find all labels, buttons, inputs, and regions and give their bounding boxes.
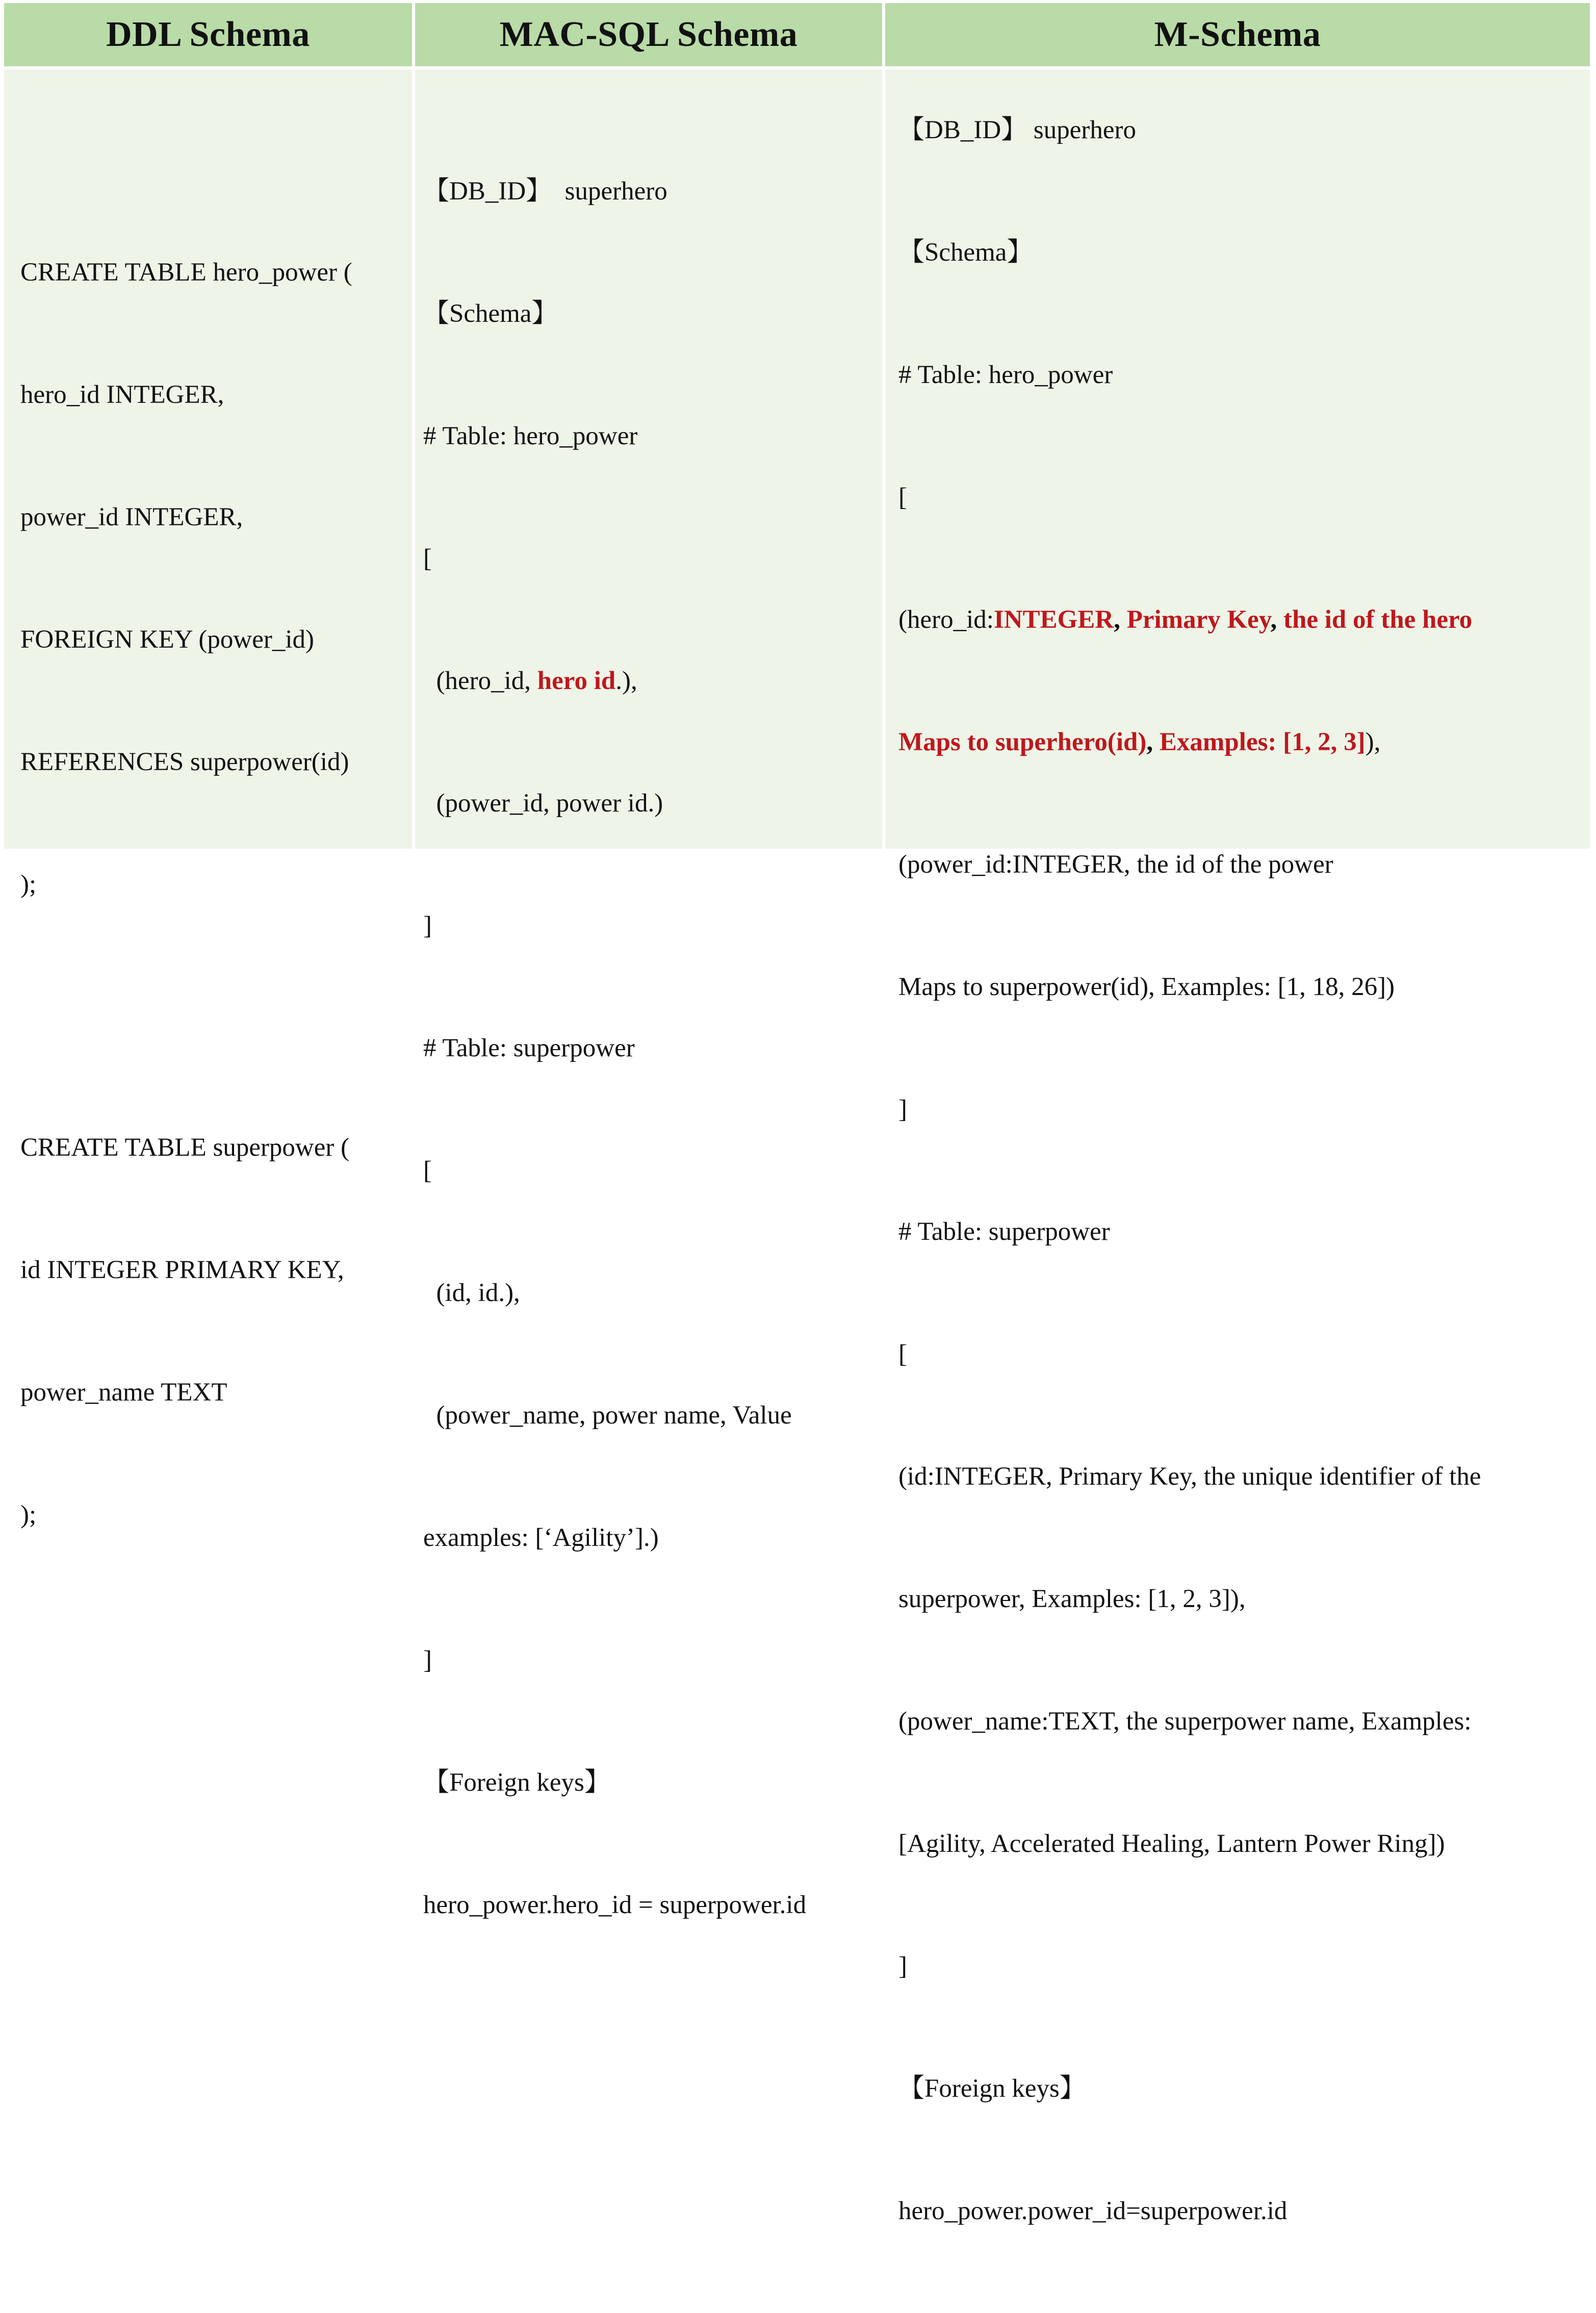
mac-bracket-close: ] xyxy=(423,911,432,940)
m-highlight-description: the id of the hero xyxy=(1283,605,1473,634)
mac-col-text: .), xyxy=(615,667,637,695)
m-bracket-open: [ xyxy=(898,483,907,512)
header-m-schema: M-Schema xyxy=(885,3,1590,66)
mac-table-hero-power: # Table: hero_power xyxy=(423,422,638,450)
m-bracket-close: ] xyxy=(898,1952,907,1980)
m-col-text: , xyxy=(1114,605,1127,634)
mac-bracket-open: [ xyxy=(423,544,432,573)
header-ddl-schema: DDL Schema xyxy=(4,3,412,66)
m-bracket-close: ] xyxy=(898,1095,907,1124)
m-column-power-id: (power_id:INTEGER, the id of the power xyxy=(898,850,1333,879)
mac-bracket-open: [ xyxy=(423,1156,432,1185)
mac-sql-schema-code xyxy=(423,89,806,2007)
m-col-text: , xyxy=(1270,605,1284,634)
ddl-line: power_id INTEGER, xyxy=(20,503,243,531)
ddl-line: power_name TEXT xyxy=(20,1378,227,1407)
m-bracket-open: [ xyxy=(898,1340,907,1368)
schema-comparison-table xyxy=(4,3,1590,2225)
mac-foreign-key: hero_power.hero_id = superpower.id xyxy=(423,1891,807,1919)
ddl-line: REFERENCES superpower(id) xyxy=(20,748,349,776)
m-table-hero-power: # Table: hero_power xyxy=(898,361,1113,389)
ddl-schema-cell xyxy=(4,69,412,1529)
mac-bracket-close: ] xyxy=(423,1646,432,1674)
ddl-line: ); xyxy=(20,1501,37,1529)
mac-column-hero-id xyxy=(423,660,806,701)
mac-column-id: (id, id.), xyxy=(423,1279,520,1307)
ddl-line: CREATE TABLE hero_power ( xyxy=(20,258,352,287)
mac-schema-label: 【Schema】 xyxy=(423,299,558,328)
mac-column-power-name-cont: examples: [‘Agility’].) xyxy=(423,1523,659,1552)
mac-highlight-hero-id: hero id xyxy=(537,667,616,695)
ddl-spacer xyxy=(20,986,352,1046)
mac-db-id-line: 【DB_ID】 superhero xyxy=(423,177,667,206)
m-highlight-examples: Examples: [1, 2, 3] xyxy=(1159,728,1366,756)
m-table-superpower: # Table: superpower xyxy=(898,1217,1110,1246)
ddl-line: ); xyxy=(20,870,37,899)
m-foreign-key: hero_power.power_id=superpower.id xyxy=(898,2197,1288,2225)
m-column-hero-id xyxy=(898,599,1481,640)
m-highlight-primary-key: Primary Key xyxy=(1126,605,1271,634)
mac-column-power-name: (power_name, power name, Value xyxy=(423,1401,792,1430)
m-column-power-name-cont: [Agility, Accelerated Healing, Lantern Power Ring]) xyxy=(898,1829,1445,1858)
m-highlight-maps-to: Maps to superhero(id) xyxy=(898,728,1147,756)
m-column-hero-id-cont xyxy=(898,722,1481,762)
m-col-text: (hero_id: xyxy=(898,605,994,634)
mac-foreign-keys-label: 【Foreign keys】 xyxy=(423,1768,610,1797)
m-column-power-name: (power_name:TEXT, the superpower name, Examples: xyxy=(898,1707,1472,1736)
m-schema-code xyxy=(898,28,1481,2313)
ddl-line: id INTEGER PRIMARY KEY, xyxy=(20,1256,344,1284)
ddl-line: hero_id INTEGER, xyxy=(20,380,224,409)
mac-column-power-id: (power_id, power id.) xyxy=(423,789,663,818)
header-mac-sql-schema: MAC-SQL Schema xyxy=(415,3,882,66)
m-schema-label: 【Schema】 xyxy=(898,238,1033,267)
m-column-power-id-cont: Maps to superpower(id), Examples: [1, 18, 26]) xyxy=(898,973,1395,1001)
m-column-id: (id:INTEGER, Primary Key, the unique identifier of the xyxy=(898,1462,1481,1491)
m-foreign-keys-label: 【Foreign keys】 xyxy=(898,2074,1086,2103)
mac-table-superpower: # Table: superpower xyxy=(423,1034,635,1062)
m-col-text: , xyxy=(1146,728,1160,756)
ddl-schema-code xyxy=(20,170,352,1617)
ddl-line: FOREIGN KEY (power_id) xyxy=(20,625,315,654)
mac-col-text: (hero_id, xyxy=(423,667,537,695)
mac-sql-schema-cell xyxy=(415,69,882,1919)
m-column-id-cont: superpower, Examples: [1, 2, 3]), xyxy=(898,1585,1246,1613)
ddl-line: CREATE TABLE superpower ( xyxy=(20,1133,350,1162)
m-col-text: ), xyxy=(1365,728,1381,756)
m-highlight-type: INTEGER xyxy=(993,605,1114,634)
m-schema-cell xyxy=(885,69,1590,2225)
m-db-id-line: 【DB_ID】 superhero xyxy=(898,116,1136,144)
